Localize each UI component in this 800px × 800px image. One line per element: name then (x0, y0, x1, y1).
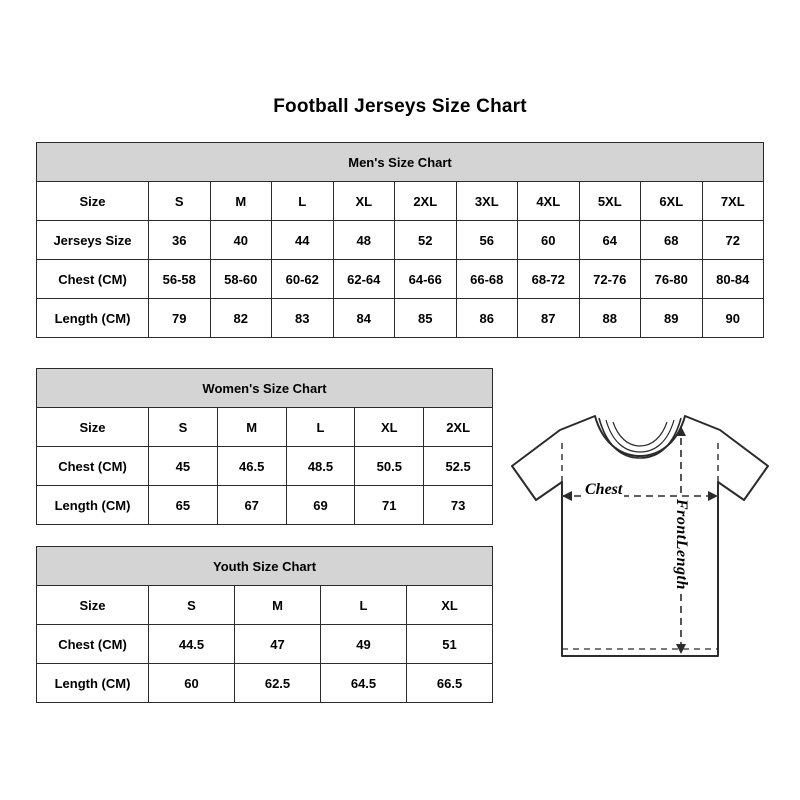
table-caption-row (37, 547, 493, 586)
row-label: Jerseys Size (37, 221, 149, 260)
table-cell: XL (407, 586, 493, 625)
womens-chart-caption: Women's Size Chart (37, 369, 493, 408)
table-cell: 62.5 (235, 664, 321, 703)
table-cell: 40 (210, 221, 272, 260)
table-cell: 87 (518, 299, 580, 338)
table-cell: 62-64 (333, 260, 395, 299)
table-cell: 73 (424, 486, 493, 525)
table-cell: L (321, 586, 407, 625)
jersey-outline-icon (500, 404, 780, 694)
table-cell: 68-72 (518, 260, 580, 299)
table-row (37, 447, 493, 486)
front-length-measurement-label: FrontLength (673, 499, 690, 590)
table-cell: 50.5 (355, 447, 424, 486)
page-title: Football Jerseys Size Chart (273, 96, 527, 117)
table-cell: S (149, 408, 218, 447)
table-cell: 89 (641, 299, 703, 338)
table-cell: 80-84 (702, 260, 764, 299)
table-cell: 56-58 (149, 260, 211, 299)
table-cell: 72 (702, 221, 764, 260)
table-row (37, 664, 493, 703)
row-label: Size (37, 586, 149, 625)
table-cell: 51 (407, 625, 493, 664)
table-row (37, 299, 764, 338)
table-cell: 48.5 (286, 447, 355, 486)
table-cell: 68 (641, 221, 703, 260)
table-cell: 72-76 (579, 260, 641, 299)
table-cell: 44.5 (149, 625, 235, 664)
table-cell: 83 (272, 299, 334, 338)
table-cell: 47 (235, 625, 321, 664)
table-cell: 66-68 (456, 260, 518, 299)
table-cell: 82 (210, 299, 272, 338)
table-cell: S (149, 586, 235, 625)
table-row (37, 182, 764, 221)
row-label: Chest (CM) (37, 447, 149, 486)
table-row (37, 486, 493, 525)
table-cell: XL (355, 408, 424, 447)
row-label: Size (37, 182, 149, 221)
table-cell: 60 (518, 221, 580, 260)
jersey-measurement-diagram (500, 404, 780, 694)
table-cell: 45 (149, 447, 218, 486)
youth-size-chart-table (36, 546, 493, 703)
table-cell: 52.5 (424, 447, 493, 486)
table-cell: 49 (321, 625, 407, 664)
table-cell: 64.5 (321, 664, 407, 703)
mens-chart-caption: Men's Size Chart (37, 143, 764, 182)
row-label: Size (37, 408, 149, 447)
table-cell: 64 (579, 221, 641, 260)
table-cell: 88 (579, 299, 641, 338)
table-cell: 3XL (456, 182, 518, 221)
table-cell: 2XL (424, 408, 493, 447)
womens-size-chart-table (36, 368, 493, 525)
table-caption-row (37, 143, 764, 182)
table-cell: 58-60 (210, 260, 272, 299)
table-cell: 60 (149, 664, 235, 703)
table-row (37, 625, 493, 664)
chest-measurement-label: Chest (585, 481, 623, 498)
table-cell: 84 (333, 299, 395, 338)
table-cell: M (235, 586, 321, 625)
table-row (37, 260, 764, 299)
mens-size-chart-table (36, 142, 764, 338)
table-cell: L (286, 408, 355, 447)
table-cell: 5XL (579, 182, 641, 221)
table-cell: 48 (333, 221, 395, 260)
table-cell: 64-66 (395, 260, 457, 299)
table-cell: M (210, 182, 272, 221)
youth-chart-caption: Youth Size Chart (37, 547, 493, 586)
table-cell: 71 (355, 486, 424, 525)
table-cell: XL (333, 182, 395, 221)
table-cell: 86 (456, 299, 518, 338)
table-cell: 2XL (395, 182, 457, 221)
row-label: Chest (CM) (37, 260, 149, 299)
table-cell: 4XL (518, 182, 580, 221)
table-cell: 7XL (702, 182, 764, 221)
table-cell: 66.5 (407, 664, 493, 703)
table-cell: 46.5 (217, 447, 286, 486)
table-cell: L (272, 182, 334, 221)
table-cell: 60-62 (272, 260, 334, 299)
table-cell: S (149, 182, 211, 221)
table-row (37, 221, 764, 260)
table-cell: 56 (456, 221, 518, 260)
table-row (37, 586, 493, 625)
table-row (37, 408, 493, 447)
row-label: Length (CM) (37, 664, 149, 703)
row-label: Chest (CM) (37, 625, 149, 664)
table-cell: 79 (149, 299, 211, 338)
table-cell: 6XL (641, 182, 703, 221)
table-cell: 65 (149, 486, 218, 525)
row-label: Length (CM) (37, 486, 149, 525)
table-cell: 52 (395, 221, 457, 260)
table-cell: 76-80 (641, 260, 703, 299)
table-cell: 90 (702, 299, 764, 338)
table-cell: M (217, 408, 286, 447)
table-cell: 44 (272, 221, 334, 260)
table-cell: 85 (395, 299, 457, 338)
row-label: Length (CM) (37, 299, 149, 338)
table-cell: 36 (149, 221, 211, 260)
table-cell: 69 (286, 486, 355, 525)
table-caption-row (37, 369, 493, 408)
table-cell: 67 (217, 486, 286, 525)
